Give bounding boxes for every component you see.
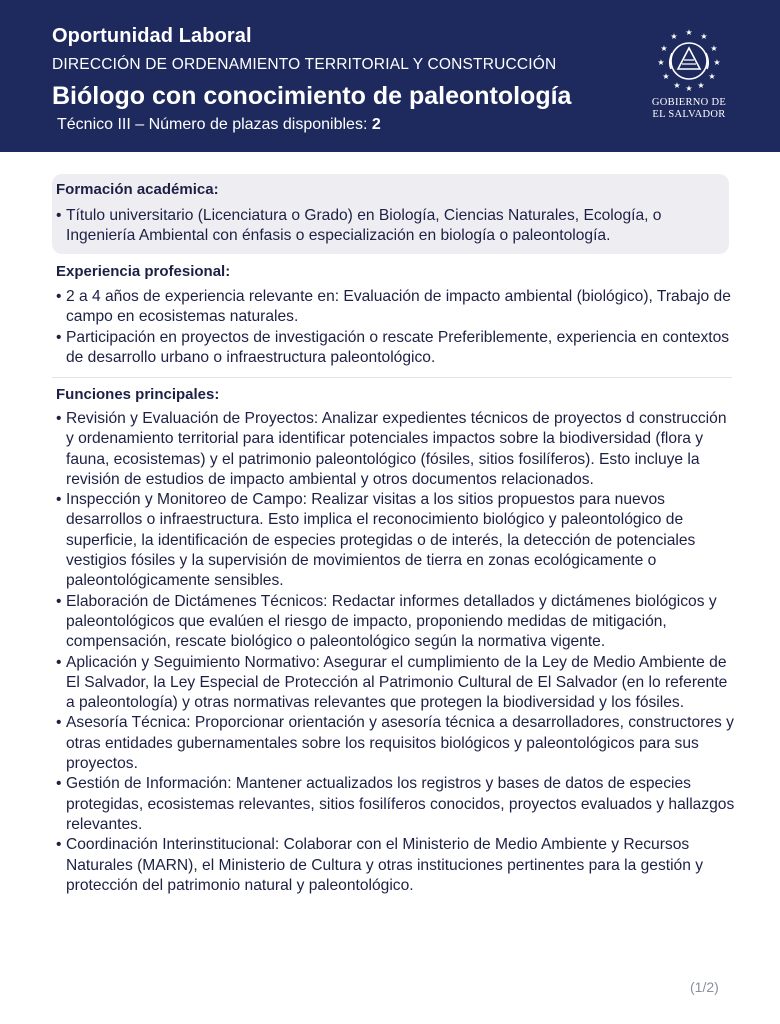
svg-text:★: ★ [713, 58, 721, 67]
svg-text:★: ★ [662, 72, 670, 81]
formacion-title: Formación académica: [56, 181, 219, 198]
department-name: DIRECCIÓN DE ORDENAMIENTO TERRITORIAL Y CONSTRUCCIÓN [52, 56, 557, 73]
svg-text:★: ★ [670, 32, 678, 41]
el-salvador-coat-of-arms-icon [654, 24, 724, 92]
subtitle-text: Técnico III – Número de plazas disponibles: [57, 116, 372, 133]
list-item: • Coordinación Interinstitucional: Colaborar con el Ministerio de Medio Ambiente y Recursos Naturales (MARN), el Ministerio de Cultura y otras instituciones pertinentes para la gestión y protección del patrimonio natural y paleontológico. [56, 835, 736, 896]
list-item: • Asesoría Técnica: Proporcionar orientación y asesoría técnica a desarrolladores, constructores y otras entidades gubernamentales sobre los requisitos biológicos y paleontológicos para sus proyectos. [56, 713, 736, 774]
svg-text:★: ★ [697, 81, 705, 90]
list-item: • Gestión de Información: Mantener actualizados los registros y bases de datos de especies protegidas, ecosistemas relevantes, sitios fosilíferos conocidos, proyectos evaluados y hallazgos relevantes. [56, 774, 736, 835]
list-item: • Participación en proyectos de investigación o rescate Preferiblemente, experiencia en contextos de desarrollo urbano o infraestructura paleontológico. [56, 328, 736, 369]
svg-text:★: ★ [685, 84, 693, 92]
formacion-list [56, 206, 730, 247]
job-subtitle [57, 116, 381, 134]
list-item: • Elaboración de Dictámenes Técnicos: Redactar informes detallados y dictámenes biológicos y paleontológicos que evalúen el riesgo de impacto, proponiendo medidas de mitigación, compensación, rescate biológico o paleontológico según la normativa vigente. [56, 592, 736, 653]
list-item: • 2 a 4 años de experiencia relevante en: Evaluación de impacto ambiental (biológico), Trabajo de campo en ecosistemas naturales. [56, 287, 736, 328]
svg-text:★: ★ [708, 72, 716, 81]
government-logo [634, 24, 744, 124]
list-item: • Inspección y Monitoreo de Campo: Realizar visitas a los sitios propuestos para nuevos desarrollos o infraestructura. Esto implica el reconocimiento biológico y paleontológico de superficie, la identificación de especies protegidas o de interés, la detección de potenciales vestigios fósiles y la supervisión de movimientos de tierra en zonas ecológicamente o paleontológicamente sensibles. [56, 490, 736, 591]
svg-text:★: ★ [700, 32, 708, 41]
svg-text:★: ★ [685, 28, 693, 37]
page-indicator: (1/2) [690, 979, 719, 995]
positions-count: 2 [371, 116, 381, 133]
list-item: • Revisión y Evaluación de Proyectos: Analizar expedientes técnicos de proyectos d construcción y ordenamiento territorial para identificar potenciales impactos sobre la biodiversidad (flora y fauna, ecosistemas) y el patrimonio paleontológico (fósiles, sitios fosilíferos). Esto incluye la revisión de estudios de impacto ambiental y otros documentos relacionados. [56, 409, 736, 490]
svg-text:★: ★ [657, 58, 665, 67]
svg-text:★: ★ [673, 81, 681, 90]
header-kicker: Oportunidad Laboral [52, 25, 252, 47]
section-divider [52, 377, 732, 378]
logo-text-line2: EL SALVADOR [652, 109, 726, 120]
experiencia-list [56, 287, 736, 368]
funciones-title: Funciones principales: [56, 386, 220, 403]
logo-text-line1: GOBIERNO DE [651, 97, 727, 108]
list-item: • Título universitario (Licenciatura o Grado) en Biología, Ciencias Naturales, Ecología, o Ingeniería Ambiental con énfasis o especialización en biología o paleontología. [56, 206, 730, 247]
list-item: • Aplicación y Seguimiento Normativo: Asegurar el cumplimiento de la Ley de Medio Ambiente de El Salvador, la Ley Especial de Protección al Patrimonio Cultural de El Salvador (en lo referente a paleontología) y otras normativas relevantes que protegen la biodiversidad y los fósiles. [56, 653, 736, 714]
svg-text:★: ★ [710, 44, 718, 53]
job-header [0, 0, 780, 152]
funciones-list [56, 409, 736, 896]
experiencia-title: Experiencia profesional: [56, 263, 231, 280]
svg-text:★: ★ [660, 44, 668, 53]
job-title: Biólogo con conocimiento de paleontología [52, 82, 572, 110]
